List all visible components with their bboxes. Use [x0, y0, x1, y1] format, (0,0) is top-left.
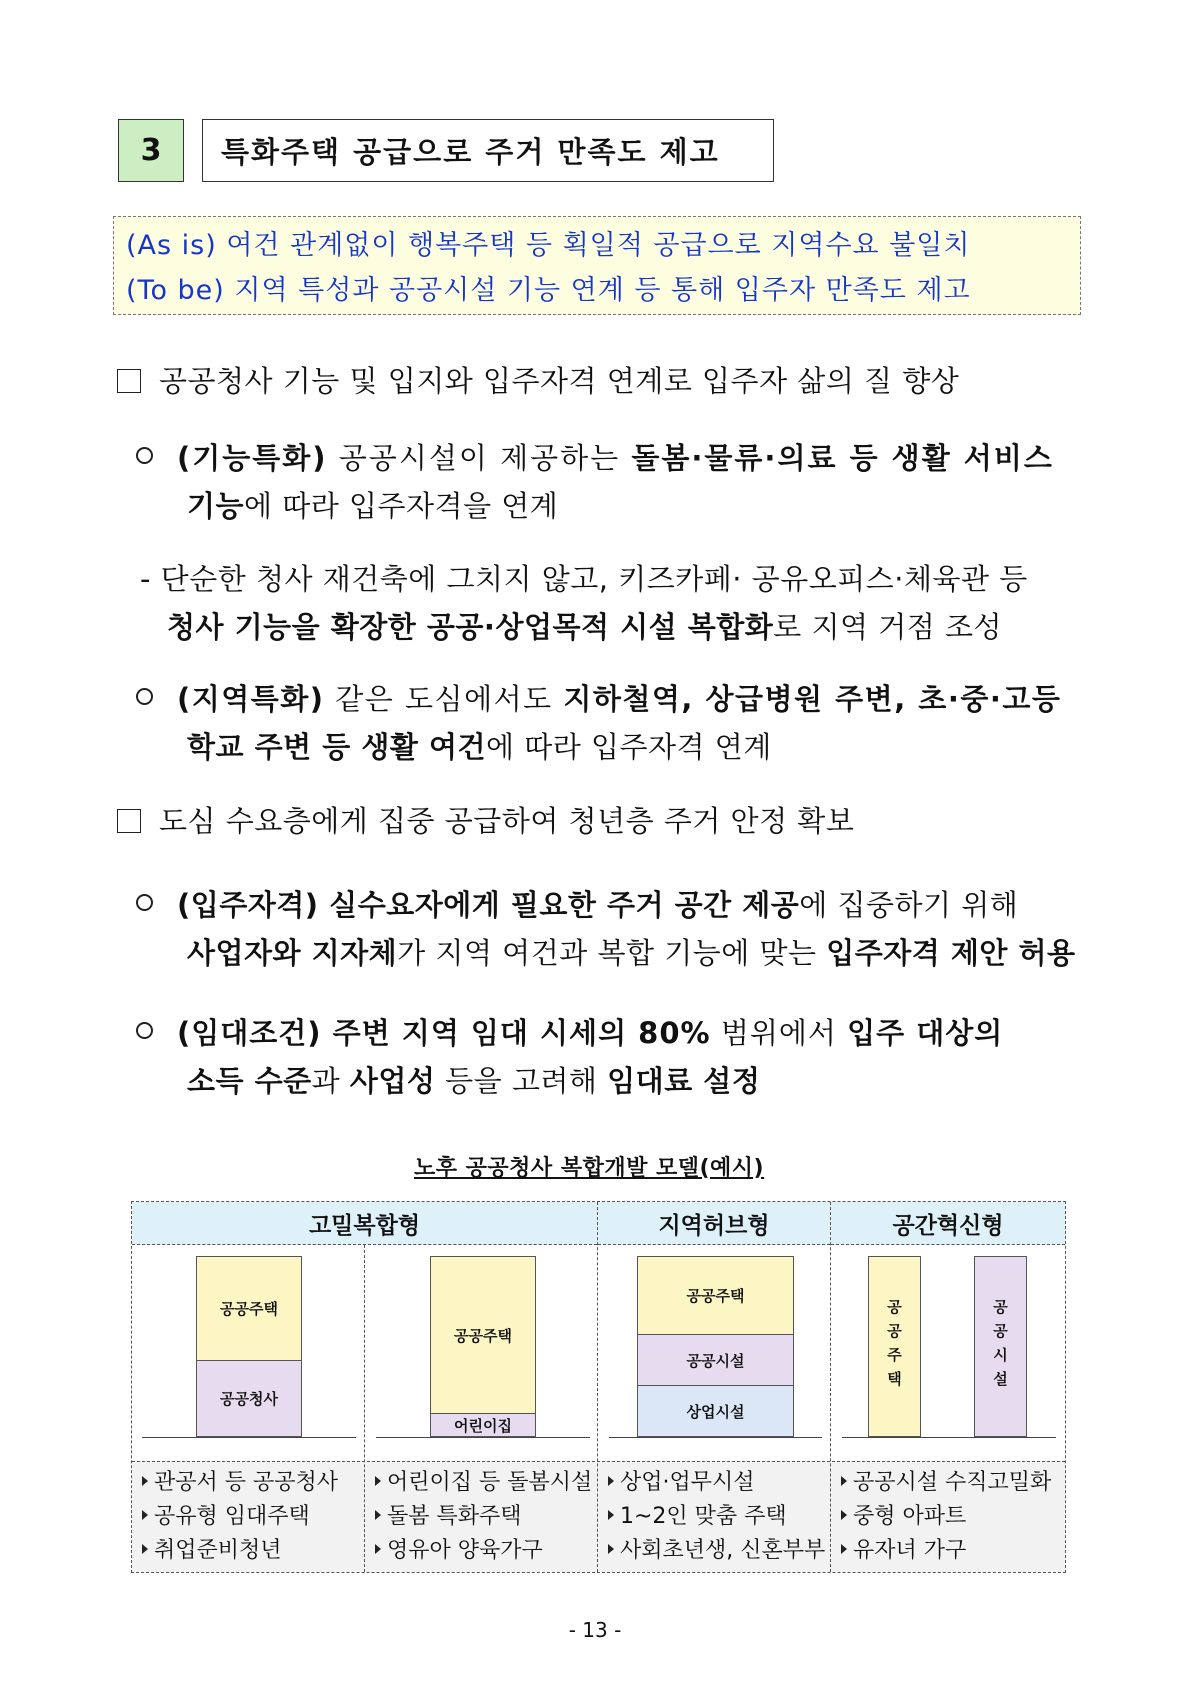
- list-daycare: [375, 1466, 592, 1568]
- ground-line: [376, 1437, 590, 1438]
- triangle-bullet-icon: [142, 1544, 148, 1554]
- bullet-text: 가 지역 여건과 복합 기능에 맞는: [397, 936, 827, 970]
- section-title: 특화주택 공급으로 주거 만족도 제고: [202, 119, 774, 182]
- bullet-region-cont: [187, 725, 772, 766]
- list-item: 어린이집 등 돌봄시설: [375, 1466, 592, 1500]
- list-high-density: [142, 1466, 338, 1568]
- bullet-text: 공공시설이 제공하는: [327, 441, 632, 475]
- triangle-bullet-icon: [142, 1510, 148, 1520]
- heading-1-text: 공공청사 기능 및 입지와 입주자격 연계로 입주자 삶의 질 향상: [159, 364, 960, 398]
- circle-bullet-icon: [136, 1022, 153, 1039]
- triangle-bullet-icon: [841, 1510, 847, 1520]
- ground-line: [142, 1437, 356, 1438]
- dash-text: - 단순한 청사 재건축에 그치지 않고, 키즈카페· 공유오피스·체육관 등: [140, 562, 1028, 596]
- header-regional-hub: 지역허브형: [598, 1202, 830, 1245]
- bullet-text: 에 따라 입주자격을 연계: [244, 489, 559, 523]
- circle-bullet-icon: [136, 688, 153, 705]
- bullet-text: 에 따라 입주자격 연계: [486, 730, 772, 764]
- block-public-facility: 공공시설: [637, 1334, 794, 1386]
- list-item: 취업준비청년: [142, 1534, 338, 1568]
- block-public-housing: 공공주택: [868, 1256, 921, 1437]
- triangle-bullet-icon: [142, 1476, 148, 1486]
- triangle-bullet-icon: [608, 1510, 614, 1520]
- bullet-strong: 소득 수준: [187, 1064, 312, 1098]
- triangle-bullet-icon: [841, 1544, 847, 1554]
- bullet-label: (입주자격): [177, 888, 319, 922]
- circle-bullet-icon: [136, 894, 153, 911]
- bullet-strong: 사업자와 지자체: [187, 936, 398, 970]
- bullet-strong: 입주 대상의: [847, 1016, 1004, 1050]
- triangle-bullet-icon: [375, 1510, 381, 1520]
- bullet-strong: 사업성: [349, 1064, 436, 1098]
- divider: [830, 1202, 831, 1572]
- bullet-region: [136, 677, 1061, 718]
- diagram-caption: 노후 공공청사 복합개발 모델(예시): [414, 1156, 765, 1181]
- bullet-strong: 돌봄·물류·의료 등 생활 서비스: [631, 441, 1054, 475]
- header-high-density: 고밀복합형: [132, 1202, 597, 1245]
- triangle-bullet-icon: [375, 1544, 381, 1554]
- list-space-innovation: [841, 1466, 1051, 1568]
- list-item: 상업·업무시설: [608, 1466, 825, 1500]
- ground-line: [842, 1437, 1056, 1438]
- list-regional-hub: [608, 1466, 825, 1568]
- block-public-facility: 공공시설: [974, 1256, 1027, 1437]
- to-be-line: (To be) 지역 특성과 공공시설 기능 연계 등 통해 입주자 만족도 제고: [126, 275, 971, 306]
- bullet-strong: 기능: [187, 489, 245, 523]
- bullet-text: 등을 고려해: [435, 1064, 608, 1098]
- triangle-bullet-icon: [375, 1476, 381, 1486]
- bullet-text: 에 집중하기 위해: [799, 888, 1019, 922]
- bullet-function: [136, 436, 1054, 477]
- as-is-line: (As is) 여건 관계없이 행복주택 등 획일적 공급으로 지역수요 불일치: [126, 230, 971, 261]
- list-item: 공공시설 수직고밀화: [841, 1466, 1051, 1500]
- dash-item: [140, 557, 1028, 598]
- section-number: 3: [118, 119, 184, 182]
- list-item: 유자녀 가구: [841, 1534, 1051, 1568]
- bullet-eligibility: [136, 883, 1018, 924]
- list-item: 공유형 임대주택: [142, 1500, 338, 1534]
- bullet-rent-cont: [187, 1059, 760, 1100]
- bullet-label: (임대조건): [177, 1016, 322, 1050]
- bullet-label: (기능특화): [177, 441, 328, 475]
- bullet-text: 같은 도심에서도: [324, 682, 564, 716]
- triangle-bullet-icon: [608, 1544, 614, 1554]
- checkbox-square-icon: [117, 809, 141, 833]
- heading-2-text: 도심 수요층에게 집중 공급하여 청년층 주거 안정 확보: [159, 804, 855, 838]
- triangle-bullet-icon: [841, 1476, 847, 1486]
- bullet-function-cont: [187, 484, 558, 525]
- bullet-strong: 임대료 설정: [607, 1064, 761, 1098]
- checkbox-square-icon: [117, 369, 141, 393]
- list-item: 영유아 양육가구: [375, 1534, 592, 1568]
- bullet-strong: 주변 지역 임대 시세의 80%: [321, 1016, 711, 1050]
- circle-bullet-icon: [136, 447, 153, 464]
- block-commercial: 상업시설: [637, 1385, 794, 1437]
- list-item: 사회초년생, 신혼부부: [608, 1534, 825, 1568]
- triangle-bullet-icon: [608, 1476, 614, 1486]
- list-item: 관공서 등 공공청사: [142, 1466, 338, 1500]
- model-diagram: [131, 1201, 1066, 1573]
- bullet-rent: [136, 1011, 1003, 1052]
- heading-2: [117, 799, 854, 840]
- bullet-strong: 학교 주변 등 생활 여건: [187, 730, 487, 764]
- block-public-housing: 공공주택: [196, 1256, 302, 1361]
- bullet-label: (지역특화): [177, 682, 325, 716]
- header-space-innovation: 공간혁신형: [831, 1202, 1065, 1245]
- dash-item-cont: [167, 605, 1002, 646]
- list-item: 1~2인 맞춤 주택: [608, 1500, 825, 1534]
- divider: [597, 1202, 598, 1572]
- block-public-housing: 공공주택: [430, 1256, 536, 1414]
- ground-line: [609, 1437, 822, 1438]
- block-public-housing: 공공주택: [637, 1256, 794, 1335]
- bullet-strong: 입주자격 제안 허용: [826, 936, 1076, 970]
- divider: [364, 1245, 365, 1572]
- divider: [132, 1461, 1065, 1462]
- bullet-strong: 지하철역, 상급병원 주변, 초·중·고등: [563, 682, 1062, 716]
- bullet-strong: 실수요자에게 필요한 주거 공간 제공: [318, 888, 800, 922]
- dash-text: 로 지역 거점 조성: [773, 610, 1003, 644]
- block-public-office: 공공청사: [196, 1360, 302, 1437]
- as-is-to-be-box: [113, 216, 1081, 315]
- bullet-text: 범위에서: [710, 1016, 848, 1050]
- dash-strong: 청사 기능을 확장한 공공·상업목적 시설 복합화: [167, 610, 774, 644]
- page-number: - 13 -: [568, 1618, 622, 1642]
- bullet-eligibility-cont: [187, 931, 1076, 972]
- list-item: 중형 아파트: [841, 1500, 1051, 1534]
- bullet-text: 과: [311, 1064, 350, 1098]
- heading-1: [117, 359, 959, 400]
- list-item: 돌봄 특화주택: [375, 1500, 592, 1534]
- block-daycare: 어린이집: [430, 1413, 536, 1437]
